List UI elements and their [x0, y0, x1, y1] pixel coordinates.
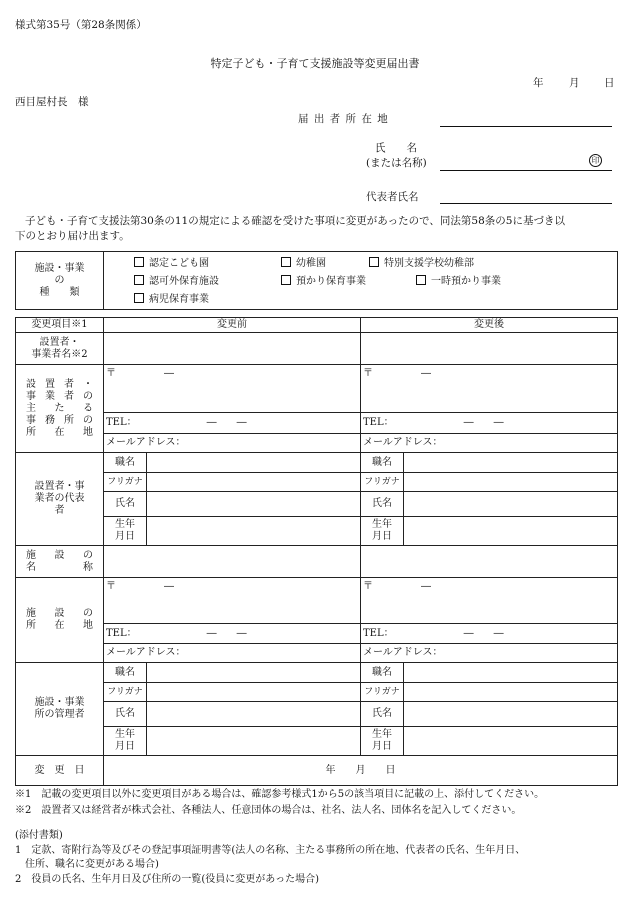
facility-name-before[interactable]	[104, 546, 361, 578]
option-ichiji[interactable]	[416, 275, 501, 288]
mgr-kana-before[interactable]	[147, 683, 361, 702]
representative-line[interactable]	[440, 203, 612, 204]
office-mail-after[interactable]	[361, 434, 618, 453]
label-line: 者	[54, 505, 65, 516]
mgr-birth-before[interactable]	[147, 727, 361, 756]
change-date-value[interactable]: 年 月 日	[104, 756, 618, 786]
tel-label: TEL：	[106, 417, 137, 428]
form-title: 特定子ども・子育て支援施設等変更届出書	[210, 57, 420, 70]
facility-address-after[interactable]	[361, 578, 618, 624]
facility-name-after[interactable]	[361, 546, 618, 578]
option-azukari[interactable]	[281, 275, 366, 288]
rep-name-after[interactable]	[404, 492, 618, 517]
applicant-address-line[interactable]	[440, 126, 612, 127]
postal-mark: 〒	[106, 368, 116, 379]
attachment-1-cont: 住所、職名に変更がある場合)	[15, 859, 159, 870]
label-line: 設置者・	[39, 336, 80, 348]
label-line: 月日	[115, 741, 135, 752]
row-label-founder-name	[16, 333, 104, 365]
postal-mark: 〒	[106, 581, 116, 592]
rep-kana-after[interactable]	[404, 473, 618, 492]
change-table	[15, 317, 618, 786]
facility-type-label-line: 種 類	[39, 286, 80, 298]
label-line: 所 在 地	[26, 620, 93, 631]
option-ninkagai[interactable]	[134, 275, 219, 288]
label-line: 名 称	[26, 561, 93, 573]
seal-icon: 印	[589, 154, 602, 167]
facility-type-label-line: 施設・事業	[34, 262, 85, 274]
applicant-name-sub-label: (または名称)	[366, 157, 427, 169]
sub-label-birth	[104, 517, 147, 546]
tel-dashes: ― ―	[206, 627, 247, 639]
founder-name-before[interactable]	[104, 333, 361, 365]
option-youchien[interactable]	[281, 257, 326, 270]
option-label: 幼稚園	[296, 258, 326, 269]
sub-label-title: 職名	[361, 453, 404, 473]
checkbox-icon[interactable]	[134, 257, 144, 267]
option-tokubetsu[interactable]	[369, 257, 474, 270]
office-address-after[interactable]	[361, 365, 618, 413]
facility-mail-before[interactable]	[104, 644, 361, 663]
tel-label: TEL：	[363, 417, 394, 428]
checkbox-icon[interactable]	[281, 257, 291, 267]
representative-label: 代表者氏名	[366, 191, 419, 203]
checkbox-icon[interactable]	[369, 257, 379, 267]
label-line: 事 業 者 の	[26, 390, 93, 402]
sub-label-name: 氏名	[361, 492, 404, 517]
applicant-name-label: 氏 名	[375, 142, 417, 154]
label-line: 施設・事業	[34, 697, 85, 708]
label-line: 所 在 地	[26, 426, 93, 438]
col-header-item: 変更項目※1	[16, 318, 104, 333]
tel-label: TEL：	[363, 627, 394, 639]
row-label-office-address	[16, 365, 104, 453]
postal-mark: 〒	[363, 581, 373, 592]
facility-type-options	[104, 252, 618, 310]
option-label: 預かり保育事業	[296, 276, 366, 287]
mail-label: メールアドレス：	[363, 437, 443, 448]
form-number: 様式第35号（第28条関係）	[15, 19, 147, 31]
label-line: 月日	[372, 741, 392, 752]
row-label-facility-name	[16, 546, 104, 578]
facility-mail-after[interactable]	[361, 644, 618, 663]
office-tel-before[interactable]	[104, 413, 361, 434]
facility-tel-after[interactable]	[361, 624, 618, 644]
sub-label-birth	[104, 727, 147, 756]
label-line: 生年	[115, 729, 135, 740]
label-line: 主 た る	[26, 402, 93, 414]
attachment-2: 2 役員の氏名、生年月日及び住所の一覧(役員に変更があった場合)	[15, 874, 320, 885]
option-label: 認定こども園	[149, 258, 209, 269]
sub-label-kana: フリガナ	[361, 473, 404, 492]
mgr-title-before[interactable]	[147, 663, 361, 683]
label-line: 事業者名※2	[31, 348, 88, 360]
postal-dash: ―	[421, 368, 431, 379]
applicant-name-line[interactable]	[440, 170, 612, 171]
row-label-representative	[16, 453, 104, 546]
sub-label-birth	[361, 727, 404, 756]
postal-mark: 〒	[363, 368, 373, 379]
label-line: 生年	[115, 519, 135, 530]
sub-label-name: 氏名	[104, 492, 147, 517]
row-label-manager	[16, 663, 104, 756]
label-line: 生年	[372, 519, 392, 530]
office-mail-before[interactable]	[104, 434, 361, 453]
postal-dash: ―	[164, 581, 174, 592]
sub-label-title: 職名	[104, 453, 147, 473]
label-line: 所の管理者	[34, 709, 85, 720]
col-header-before: 変更前	[104, 318, 361, 333]
sub-label-kana: フリガナ	[361, 683, 404, 702]
facility-address-before[interactable]	[104, 578, 361, 624]
note-2: ※2 設置者又は経営者が株式会社、各種法人、任意団体の場合は、社名、法人名、団体名を記入してください。	[15, 805, 522, 816]
label-line: 業者の代表	[34, 493, 85, 504]
option-label: 認可外保育施設	[149, 276, 219, 287]
tel-dashes: ― ―	[206, 417, 247, 428]
mgr-title-after[interactable]	[404, 663, 618, 683]
mgr-name-after[interactable]	[404, 702, 618, 727]
facility-tel-before[interactable]	[104, 624, 361, 644]
rep-birth-before[interactable]	[147, 517, 361, 546]
office-tel-after[interactable]	[361, 413, 618, 434]
facility-type-table	[15, 251, 618, 310]
mail-label: メールアドレス：	[363, 647, 443, 658]
sub-label-name: 氏名	[104, 702, 147, 727]
attachments-title: (添付書類)	[15, 830, 63, 841]
rep-kana-before[interactable]	[147, 473, 361, 492]
mail-label: メールアドレス：	[106, 437, 186, 448]
intro-line-1: 子ども・子育て支援法第30条の11の規定による確認を受けた事項に変更があったので、同法第58条の5に基づき以	[25, 215, 565, 227]
label-line: 月日	[372, 531, 392, 542]
label-line: 施 設 の	[26, 549, 93, 561]
sub-label-name: 氏名	[361, 702, 404, 727]
attachment-1: 1 定款、寄附行為等及びその登記事項証明書等(法人の名称、主たる事務所の所在地、代表者の氏名、生年月日、	[15, 845, 526, 856]
row-label-change-date: 変 更 日	[16, 756, 104, 786]
office-address-before[interactable]	[104, 365, 361, 413]
option-nintei[interactable]	[134, 257, 209, 270]
rep-birth-after[interactable]	[404, 517, 618, 546]
checkbox-icon[interactable]	[416, 275, 426, 285]
postal-dash: ―	[164, 368, 174, 379]
mgr-name-before[interactable]	[147, 702, 361, 727]
mgr-kana-after[interactable]	[404, 683, 618, 702]
option-label: 一時預かり事業	[431, 276, 501, 287]
sub-label-title: 職名	[361, 663, 404, 683]
checkbox-icon[interactable]	[281, 275, 291, 285]
option-byouji[interactable]	[134, 293, 209, 306]
rep-title-after[interactable]	[404, 453, 618, 473]
label-line: 生年	[372, 729, 392, 740]
mgr-birth-after[interactable]	[404, 727, 618, 756]
label-line: 施 設 の	[26, 608, 93, 619]
rep-title-before[interactable]	[147, 453, 361, 473]
option-label: 病児保育事業	[149, 294, 209, 305]
option-label: 特別支援学校幼稚部	[384, 258, 474, 269]
label-line: 事 務 所 の	[26, 414, 93, 426]
addressee: 西目屋村長 様	[15, 96, 89, 108]
label-line: 月日	[115, 531, 135, 542]
founder-name-after[interactable]	[361, 333, 618, 365]
row-label-facility-address	[16, 578, 104, 663]
sub-label-title: 職名	[104, 663, 147, 683]
sub-label-birth	[361, 517, 404, 546]
col-header-after: 変更後	[361, 318, 618, 333]
facility-type-label-line: の	[54, 274, 65, 286]
note-1: ※1 記載の変更項目以外に変更項目がある場合は、確認参考様式1から5の該当項目に記載の上、添付してください。	[15, 789, 545, 800]
sub-label-kana: フリガナ	[104, 473, 147, 492]
sub-label-kana: フリガナ	[104, 683, 147, 702]
postal-dash: ―	[421, 581, 431, 592]
mail-label: メールアドレス：	[106, 647, 186, 658]
checkbox-icon[interactable]	[134, 275, 144, 285]
intro-line-2: 下のとおり届け出ます。	[15, 230, 130, 242]
facility-type-label	[16, 252, 104, 310]
tel-dashes: ― ―	[463, 417, 504, 428]
rep-name-before[interactable]	[147, 492, 361, 517]
date-day: 日	[604, 77, 615, 89]
applicant-address-label: 届 出 者 所 在 地	[298, 113, 389, 125]
date-year: 年	[533, 77, 544, 89]
tel-dashes: ― ―	[463, 627, 504, 639]
checkbox-icon[interactable]	[134, 293, 144, 303]
tel-label: TEL：	[106, 627, 137, 639]
seal-mark	[589, 154, 602, 167]
date-month: 月	[569, 77, 580, 89]
label-line: 設 置 者 ・	[26, 378, 93, 390]
label-line: 設置者・事	[34, 481, 85, 492]
